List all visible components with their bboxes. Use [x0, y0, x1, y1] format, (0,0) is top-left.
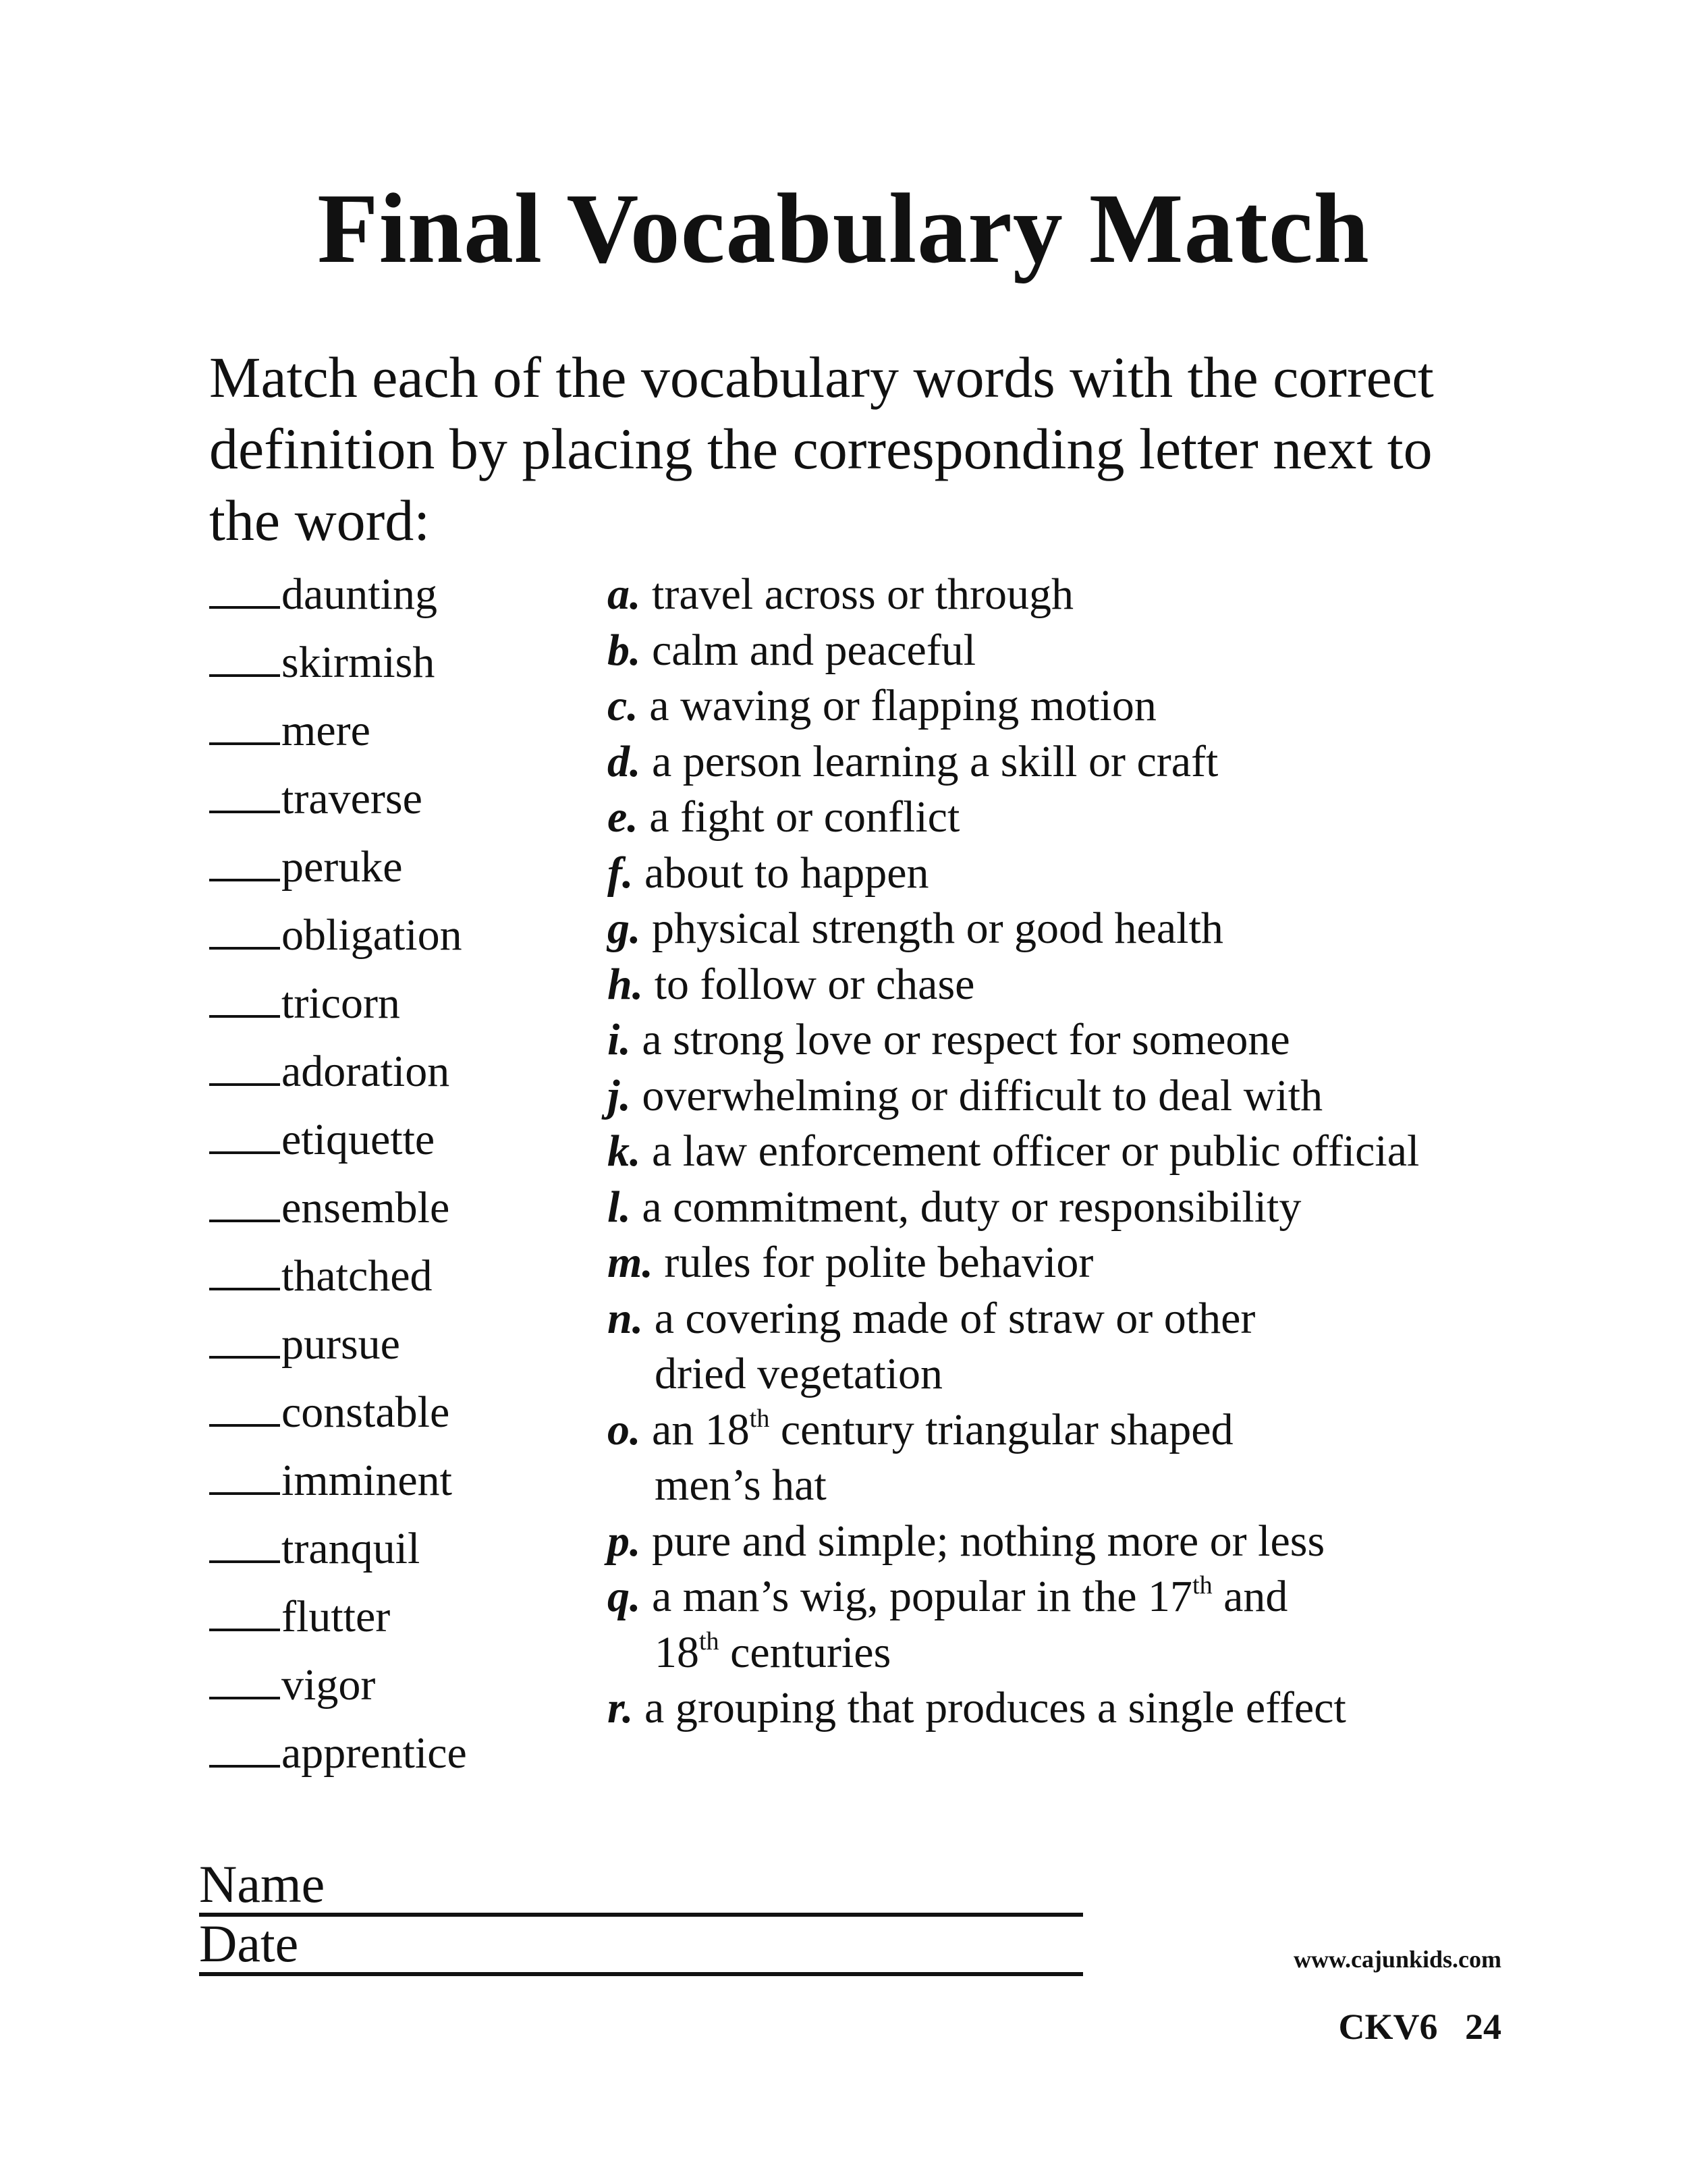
word-item: [209, 1037, 587, 1105]
definition-item: [607, 1235, 1518, 1291]
definition-text: overwhelming or difficult to deal with: [642, 1070, 1323, 1120]
answer-blank[interactable]: [209, 1455, 280, 1495]
definition-item: [607, 678, 1518, 734]
word-item: [209, 833, 587, 901]
word-item: [209, 697, 587, 765]
definition-continuation: men’s hat: [655, 1460, 827, 1510]
answer-blank[interactable]: [209, 1660, 280, 1699]
answer-blank[interactable]: [209, 637, 280, 677]
date-label: Date: [199, 1914, 299, 1973]
definition-item: [607, 901, 1518, 957]
word-label: peruke: [281, 842, 403, 892]
word-label: etiquette: [281, 1115, 435, 1164]
definition-text: to follow or chase: [654, 959, 975, 1009]
definition-text: travel across or through: [652, 570, 1074, 619]
definition-item: [607, 790, 1518, 846]
word-item: [209, 1583, 587, 1651]
answer-blank[interactable]: [209, 978, 280, 1018]
answer-blank[interactable]: [209, 1046, 280, 1086]
answer-blank[interactable]: [209, 1387, 280, 1427]
definition-continuation: 18th centuries: [655, 1627, 891, 1677]
definition-letter: i.: [607, 1015, 631, 1064]
definition-item: [607, 1180, 1518, 1236]
definition-item: [607, 1291, 1518, 1402]
definition-letter: k.: [607, 1126, 641, 1176]
word-label: tranquil: [281, 1524, 420, 1573]
definition-text: a person learning a skill or craft: [652, 736, 1219, 786]
definition-letter: r.: [607, 1683, 634, 1732]
definition-item: [607, 1068, 1518, 1124]
word-item: [209, 1514, 587, 1583]
definition-item: [607, 1569, 1518, 1681]
definition-item: [607, 1681, 1518, 1737]
definition-text: a strong love or respect for someone: [642, 1015, 1290, 1064]
word-label: vigor: [281, 1660, 376, 1710]
definition-list: [607, 567, 1518, 1737]
answer-blank[interactable]: [209, 1114, 280, 1154]
word-label: mere: [281, 706, 370, 755]
word-label: tricorn: [281, 979, 400, 1028]
definition-letter: g.: [607, 904, 641, 953]
answer-blank[interactable]: [209, 1319, 280, 1359]
definition-text: an 18th century triangular shaped: [652, 1404, 1234, 1454]
definition-text: a man’s wig, popular in the 17th and: [652, 1571, 1288, 1621]
definition-item: [607, 957, 1518, 1013]
word-list: [209, 560, 587, 1787]
date-field[interactable]: [199, 1915, 1083, 1976]
definition-item: [607, 734, 1518, 790]
definition-letter: j.: [607, 1070, 631, 1120]
word-label: constable: [281, 1388, 450, 1437]
word-item: [209, 1174, 587, 1242]
definition-letter: o.: [607, 1404, 641, 1454]
word-item: [209, 901, 587, 969]
definition-continuation: dried vegetation: [655, 1349, 943, 1398]
definition-text: a law enforcement officer or public official: [652, 1126, 1420, 1176]
definition-text: about to happen: [644, 848, 929, 898]
definition-letter: p.: [607, 1516, 641, 1566]
definition-item: [607, 1514, 1518, 1570]
word-item: [209, 1446, 587, 1514]
definition-item: [607, 623, 1518, 679]
answer-blank[interactable]: [209, 1251, 280, 1290]
word-label: daunting: [281, 570, 437, 619]
word-item: [209, 1242, 587, 1310]
definition-letter: n.: [607, 1293, 644, 1343]
definition-letter: e.: [607, 792, 638, 842]
definition-text: calm and peaceful: [652, 625, 976, 675]
answer-blank[interactable]: [209, 1523, 280, 1563]
word-label: skirmish: [281, 638, 435, 687]
definition-letter: b.: [607, 625, 641, 675]
website-credit: www.cajunkids.com: [1293, 1946, 1501, 1973]
word-label: flutter: [281, 1592, 391, 1641]
word-item: [209, 1719, 587, 1787]
instructions: Match each of the vocabulary words with the correct definition by placing the corresponding letter next to the word:: [209, 345, 1434, 553]
word-item: [209, 765, 587, 833]
definition-letter: q.: [607, 1572, 641, 1621]
word-item: [209, 628, 587, 697]
definition-item: [607, 567, 1518, 623]
word-label: thatched: [281, 1251, 433, 1301]
answer-blank[interactable]: [209, 1182, 280, 1222]
definition-text: a covering made of straw or other: [654, 1293, 1256, 1343]
definition-item: [607, 1012, 1518, 1068]
answer-blank[interactable]: [209, 1728, 280, 1768]
name-field[interactable]: [199, 1856, 1083, 1917]
word-label: traverse: [281, 774, 422, 823]
definition-letter: m.: [607, 1238, 653, 1287]
definition-letter: c.: [607, 681, 638, 730]
answer-blank[interactable]: [209, 842, 280, 881]
definition-text: a fight or conflict: [649, 792, 960, 842]
definition-item: [607, 846, 1518, 902]
word-label: ensemble: [281, 1183, 450, 1232]
word-label: pursue: [281, 1319, 400, 1369]
answer-blank[interactable]: [209, 910, 280, 950]
word-label: adoration: [281, 1047, 450, 1096]
answer-blank[interactable]: [209, 569, 280, 609]
word-label: apprentice: [281, 1728, 467, 1778]
definition-letter: a.: [607, 570, 641, 619]
definition-letter: h.: [607, 959, 644, 1009]
definition-item: [607, 1402, 1518, 1514]
word-label: obligation: [281, 910, 462, 960]
answer-blank[interactable]: [209, 705, 280, 745]
definition-text: rules for polite behavior: [664, 1238, 1094, 1287]
definition-text: pure and simple; nothing more or less: [652, 1516, 1325, 1566]
definition-letter: d.: [607, 736, 641, 786]
name-label: Name: [199, 1855, 325, 1913]
definition-text: a commitment, duty or responsibility: [642, 1182, 1302, 1232]
word-item: [209, 560, 587, 628]
definition-letter: l.: [607, 1182, 631, 1232]
word-label: imminent: [281, 1456, 452, 1505]
definition-item: [607, 1124, 1518, 1180]
answer-blank[interactable]: [209, 773, 280, 813]
definition-text: physical strength or good health: [652, 904, 1223, 953]
word-item: [209, 1651, 587, 1719]
definition-letter: f.: [607, 848, 634, 898]
word-item: [209, 969, 587, 1037]
word-item: [209, 1378, 587, 1446]
answer-blank[interactable]: [209, 1591, 280, 1631]
definition-text: a waving or flapping motion: [649, 681, 1157, 730]
page-code: CKV6 24: [1338, 2006, 1501, 2047]
word-item: [209, 1310, 587, 1378]
page-title: Final Vocabulary Match: [317, 173, 1370, 285]
word-item: [209, 1105, 587, 1174]
definition-text: a grouping that produces a single effect: [644, 1683, 1346, 1732]
